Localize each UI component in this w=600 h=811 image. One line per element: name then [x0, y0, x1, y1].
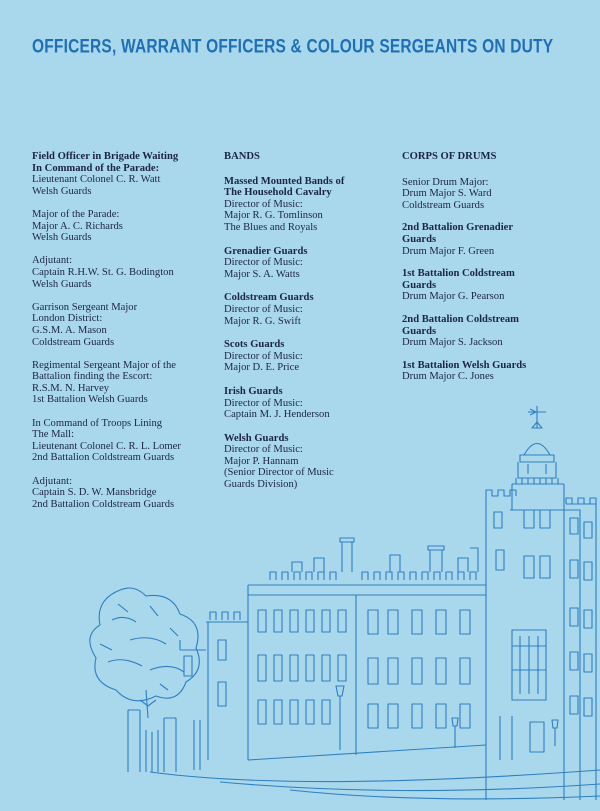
block-line: Major of the Parade: — [32, 208, 120, 220]
block-line: Guards Division) — [224, 479, 298, 491]
block-line: Garrison Sergeant Major — [32, 301, 138, 313]
block-line: Director of Music: — [224, 257, 303, 269]
block-line: Adjutant: — [32, 475, 73, 487]
block-line: R.S.M. N. Harvey — [32, 382, 110, 394]
round-tower — [512, 444, 564, 801]
main-building — [248, 538, 546, 760]
block-line: Welsh Guards — [32, 232, 92, 244]
corps-of-drums-heading: CORPS OF DRUMS — [402, 151, 497, 162]
block-line: Drum Major S. Jackson — [402, 337, 503, 349]
block-line: Welsh Guards — [32, 185, 92, 197]
block-line: Captain R.H.W. St. G. Bodington — [32, 266, 174, 278]
field-officer-block — [32, 151, 227, 197]
tower-block — [486, 490, 596, 800]
block-line: Adjutant: — [32, 255, 73, 267]
block-line: Director of Music: — [224, 303, 303, 315]
battalion-name: 2nd Battalion Coldstream — [402, 313, 519, 325]
block-line: Director of Music: — [224, 444, 303, 456]
block-line: In Command of Troops Lining — [32, 417, 163, 429]
block-line: Major S. A. Watts — [224, 268, 300, 280]
block-line: 1st Battalion Welsh Guards — [32, 394, 148, 406]
tree — [90, 588, 199, 718]
corps-of-drums-column — [402, 151, 582, 394]
block-heading: Field Officer in Brigade Waiting — [32, 151, 179, 162]
block-line: The Blues and Royals — [224, 221, 318, 233]
drum-major-block — [402, 314, 582, 349]
block-heading: In Command of the Parade: — [32, 162, 160, 174]
adjutant-block — [32, 255, 227, 290]
band-block — [224, 292, 396, 327]
palace-sketch-illustration — [0, 397, 600, 811]
band-name: Massed Mounted Bands of — [224, 175, 345, 187]
weathervane — [528, 406, 546, 428]
block-line: Coldstream Guards — [32, 336, 115, 348]
block-line: G.S.M. A. Mason — [32, 324, 107, 336]
battalion-name: Guards — [402, 279, 437, 291]
band-block — [224, 246, 396, 281]
block-line: Major R. G. Tomlinson — [224, 210, 323, 222]
block-line: Major D. E. Price — [224, 362, 300, 374]
block-line: Lieutenant Colonel C. R. L. Lomer — [32, 440, 181, 452]
block-line: Captain S. D. W. Mansbridge — [32, 487, 157, 499]
block-line: 2nd Battalion Coldstream Guards — [32, 498, 175, 510]
band-block — [224, 339, 396, 374]
block-line: (Senior Director of Music — [224, 467, 334, 479]
battalion-name: 1st Battalion Coldstream — [402, 268, 515, 280]
block-line: Director of Music: — [224, 198, 303, 210]
block-line: Regimental Sergeant Major of the — [32, 359, 176, 371]
block-line: Drum Major C. Jones — [402, 371, 494, 383]
block-line: 2nd Battalion Coldstream Guards — [32, 452, 175, 464]
battalion-name: 2nd Battalion Grenadier — [402, 222, 514, 234]
garrison-sergeant-major-block — [32, 302, 227, 348]
bands-heading: BANDS — [224, 151, 260, 162]
block-line: Welsh Guards — [32, 278, 92, 290]
lamp-posts — [336, 686, 558, 750]
drum-major-block — [402, 268, 582, 303]
block-line: London District: — [32, 313, 103, 325]
block-line: Battalion finding the Escort: — [32, 371, 153, 383]
block-line: Major P. Hannam — [224, 455, 299, 467]
band-name: Coldstream Guards — [224, 292, 314, 304]
page-title: OFFICERS, WARRANT OFFICERS & COLOUR SERGEANTS ON DUTY — [32, 36, 554, 58]
block-line: Drum Major F. Green — [402, 245, 495, 257]
drum-major-block — [402, 177, 582, 212]
block-line: Drum Major S. Ward — [402, 188, 492, 200]
block-line: Director of Music: — [224, 350, 303, 362]
band-name: Grenadier Guards — [224, 245, 308, 257]
block-line: Lieutenant Colonel C. R. Watt — [32, 174, 161, 186]
block-line: Drum Major G. Pearson — [402, 291, 505, 303]
block-line: Director of Music: — [224, 397, 303, 409]
block-line: The Mall: — [32, 429, 75, 441]
battalion-name: 1st Battalion Welsh Guards — [402, 359, 527, 371]
battalion-name: Guards — [402, 233, 437, 245]
battalion-name: Guards — [402, 325, 437, 337]
drum-major-block — [402, 360, 582, 383]
band-name: The Household Cavalry — [224, 187, 332, 199]
band-name: Welsh Guards — [224, 432, 289, 444]
block-line: Senior Drum Major: — [402, 176, 489, 188]
ground-lines — [150, 770, 600, 799]
block-line: Coldstream Guards — [402, 199, 485, 211]
block-line: Captain M. J. Henderson — [224, 409, 330, 421]
drum-major-block — [402, 222, 582, 257]
block-line: Major R. G. Swift — [224, 315, 301, 327]
band-block — [224, 176, 396, 234]
major-of-parade-block — [32, 209, 227, 244]
band-name: Scots Guards — [224, 339, 285, 351]
band-name: Irish Guards — [224, 385, 283, 397]
block-line: Major A. C. Richards — [32, 220, 123, 232]
